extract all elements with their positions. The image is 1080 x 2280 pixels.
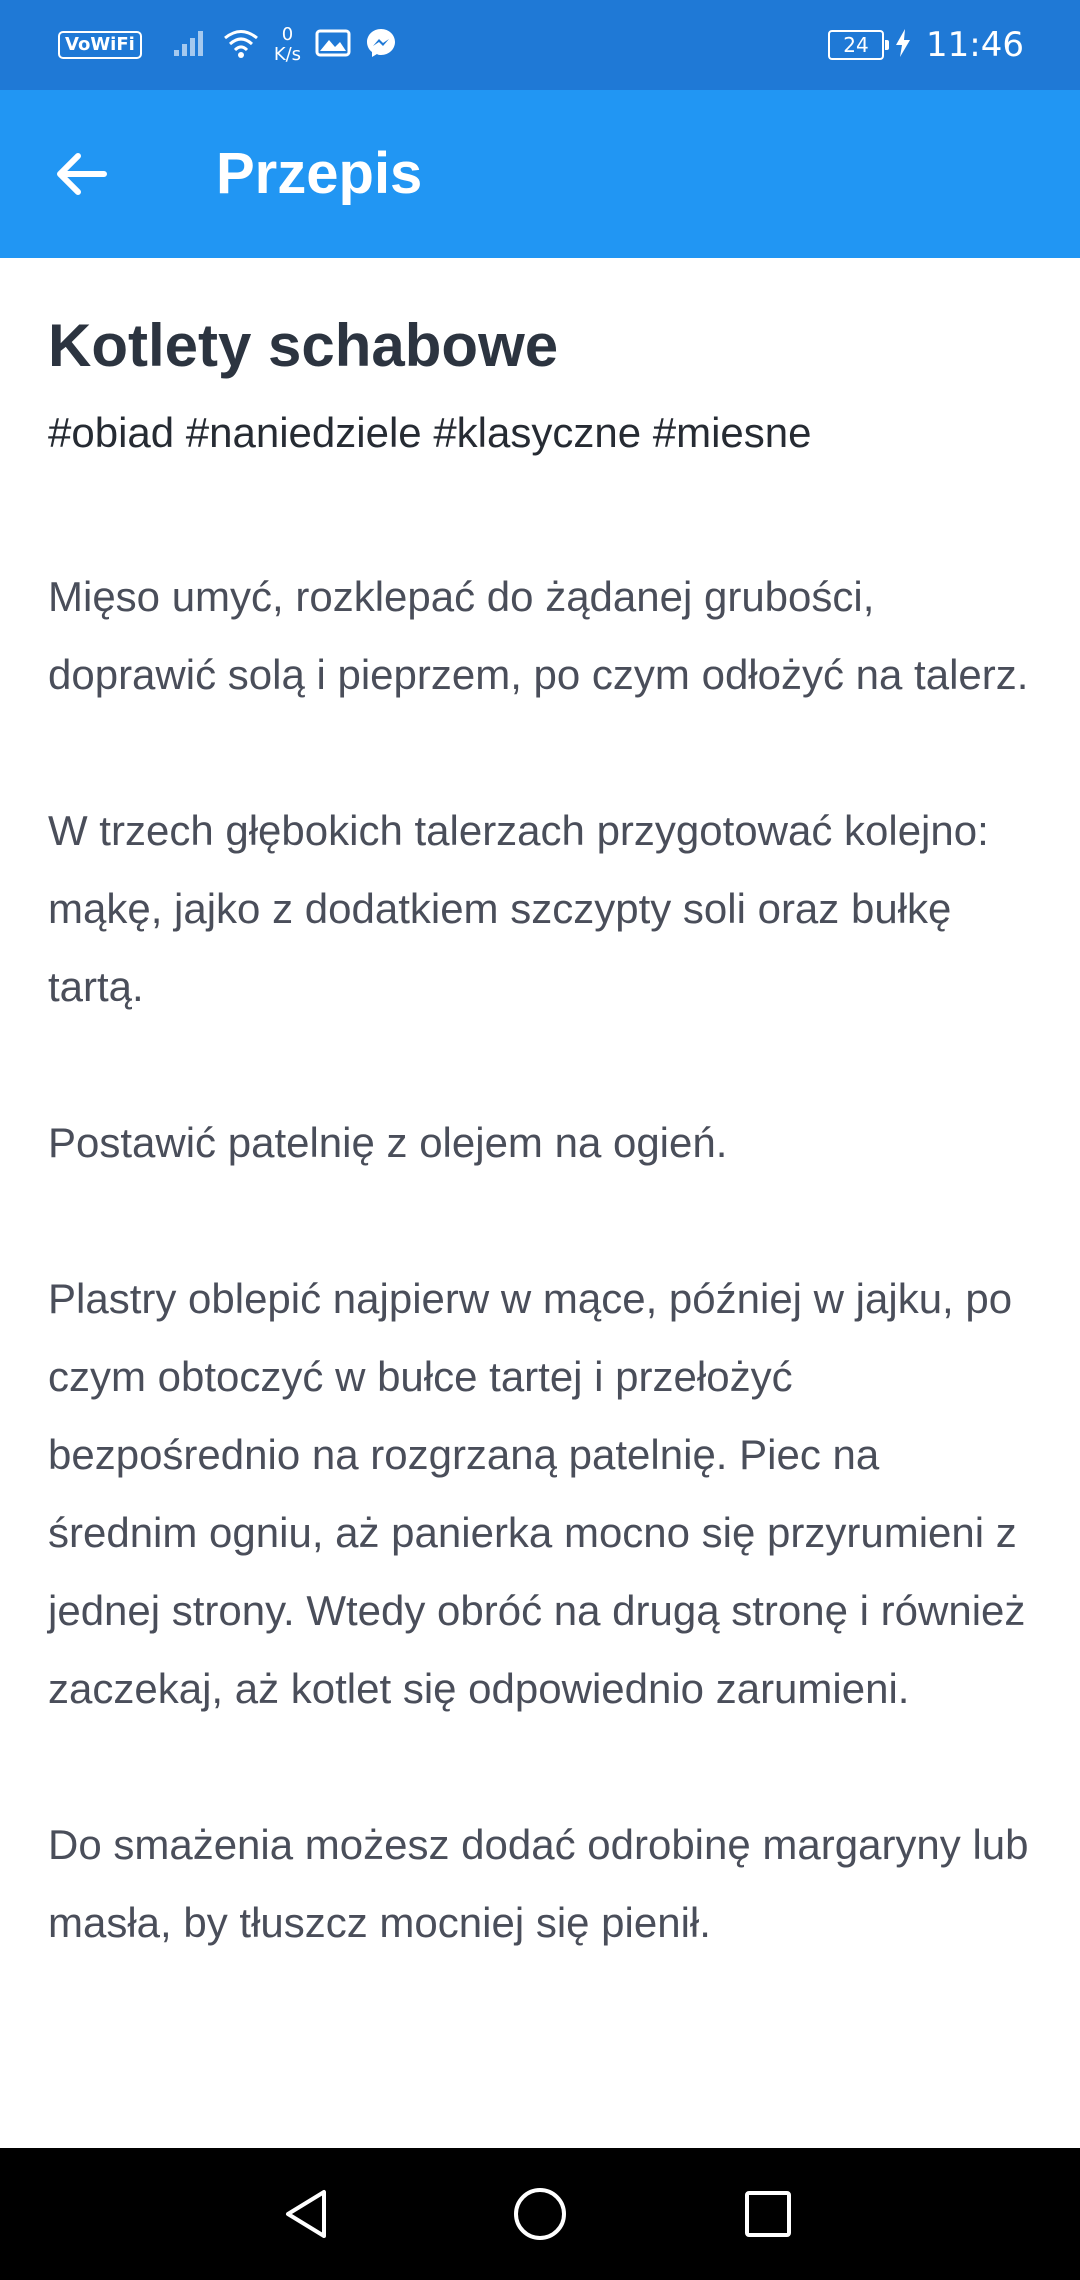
recipe-instructions — [48, 558, 1038, 2040]
status-bar — [0, 0, 1080, 90]
instruction-step: W trzech głębokich talerzach przygotować kolejno: mąkę, jajko z dodatkiem szczypty soli oraz bułkę tartą. — [48, 807, 989, 1010]
charging-icon — [890, 27, 916, 64]
recipe-tags: #obiad #naniedziele #klasyczne #miesne — [48, 409, 812, 456]
nav-back-button[interactable] — [268, 2174, 348, 2254]
system-navigation-bar — [0, 2148, 1080, 2280]
status-right-icons — [828, 0, 1024, 90]
battery-icon — [828, 30, 884, 60]
nav-recents-button[interactable] — [728, 2174, 808, 2254]
instruction-step: Mięso umyć, rozklepać do żądanej grubości, doprawić solą i pieprzem, po czym odłożyć na talerz. — [48, 573, 1029, 698]
instruction-step: Postawić patelnię z olejem na ogień. — [48, 1119, 728, 1166]
battery-level: 24 — [843, 33, 869, 57]
instruction-step: Do smażenia możesz dodać odrobinę margaryny lub masła, by tłuszcz mocniej się pienił. — [48, 1821, 1029, 1946]
network-speed-unit: K/s — [273, 44, 302, 65]
messenger-icon — [365, 27, 397, 64]
network-speed-value: 0 — [281, 24, 294, 45]
gallery-notification-icon — [315, 28, 351, 63]
recipe-content[interactable] — [0, 258, 1080, 2148]
instruction-step: Plastry oblepić najpierw w mące, później w jajku, po czym obtoczyć w bułce tartej i przełożyć bezpośrednio na rozgrzaną patelnię. Piec na średnim ogniu, aż panierka mocno się przyrumieni z jednej strony. Wtedy obróć na drugą stronę i również zaczekaj, aż kotlet się odpowiednio zarumieni. — [48, 1275, 1026, 1712]
triangle-back-icon — [280, 2186, 336, 2242]
back-button[interactable] — [40, 134, 120, 214]
network-speed — [274, 25, 301, 65]
circle-home-icon — [512, 2186, 568, 2242]
clock: 11:46 — [926, 25, 1024, 65]
app-bar — [0, 90, 1080, 258]
arrow-back-icon — [52, 150, 108, 198]
page-title: Przepis — [216, 141, 423, 206]
nav-home-button[interactable] — [500, 2174, 580, 2254]
status-left-icons — [58, 0, 411, 90]
square-recents-icon — [740, 2186, 796, 2242]
vowifi-icon: VoWiFi — [58, 31, 142, 59]
signal-icon — [172, 28, 208, 63]
recipe-title: Kotlety schabowe — [48, 312, 559, 379]
wifi-icon — [222, 27, 260, 64]
